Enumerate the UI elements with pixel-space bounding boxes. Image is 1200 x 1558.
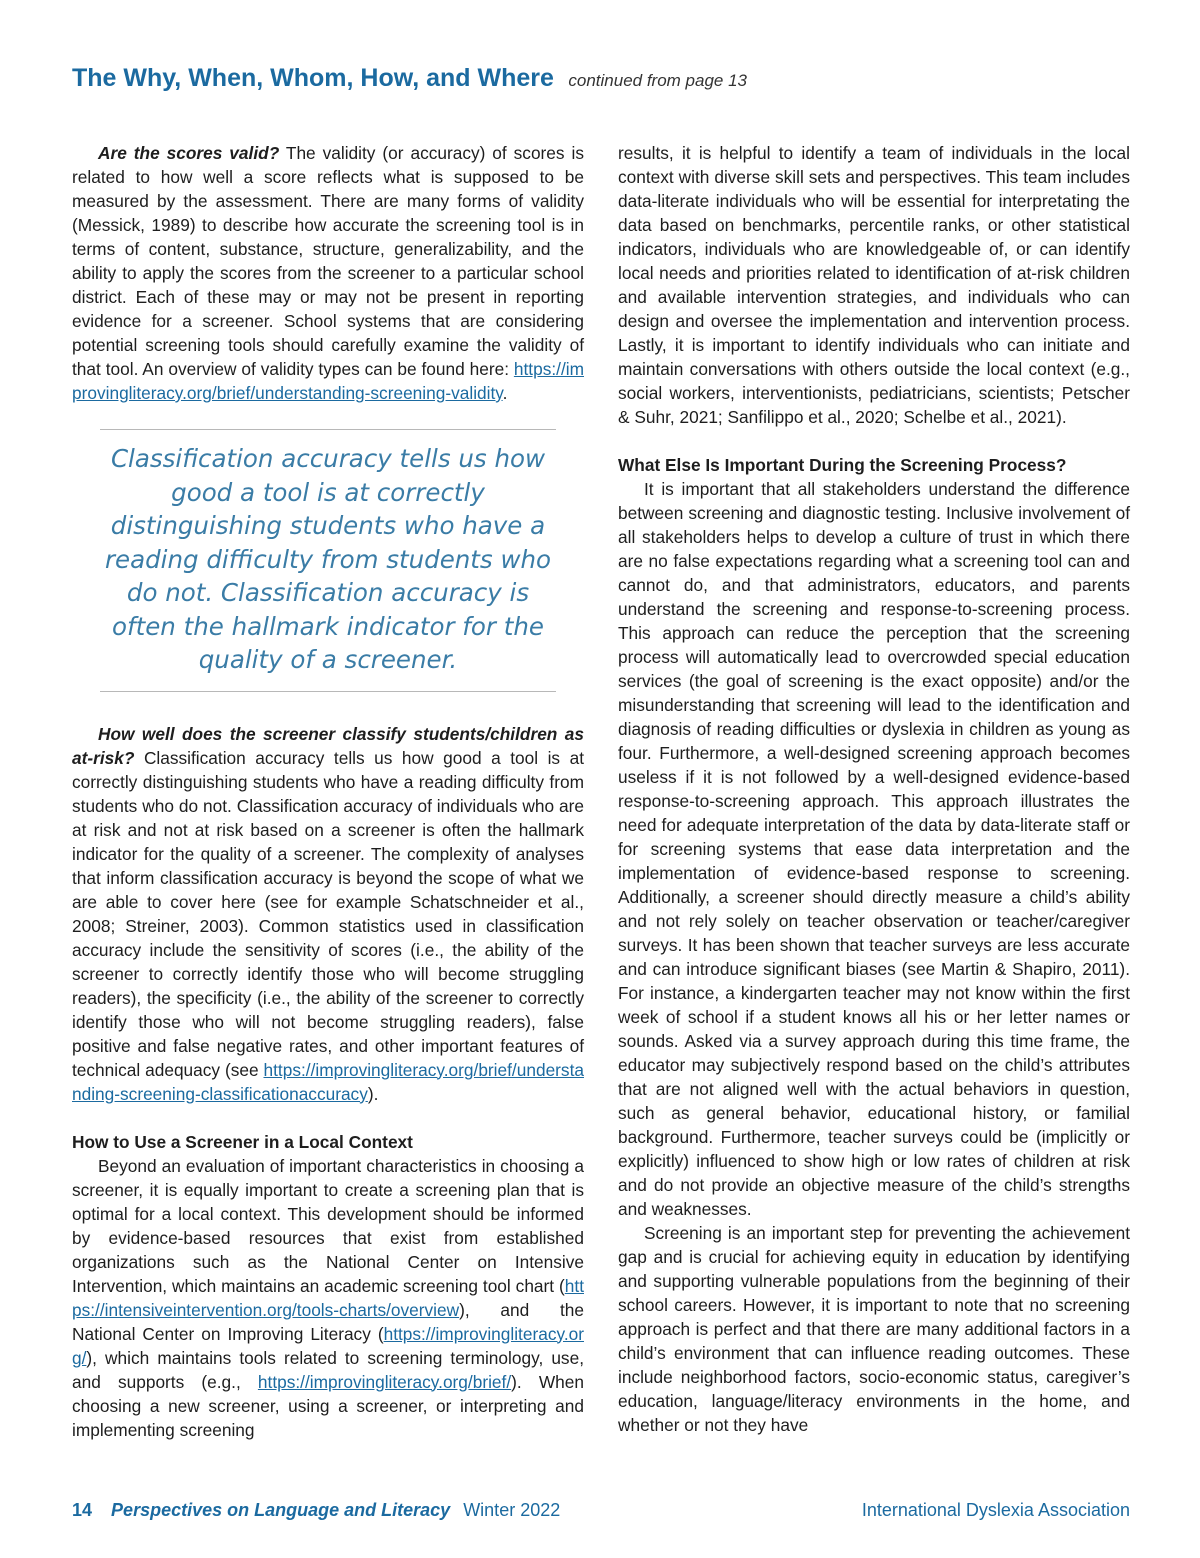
- lead-in-classification: How well does the screener classify students/children as at-risk?: [72, 723, 584, 768]
- issue-label: Winter 2022: [463, 1500, 561, 1520]
- page-footer: [72, 1500, 1130, 1521]
- pull-quote: Classification accuracy tells us how good a tool is at correctly distinguishing students who have a reading difficulty from students who do not. Classification accuracy is often the hallmark indicator for the quality of a screener.: [100, 429, 556, 692]
- link-screening-validity[interactable]: https://improvingliteracy.org/brief/understanding-screening-validity: [72, 359, 584, 403]
- paragraph-validity: Are the scores valid? The validity (or accuracy) of scores is related to how well a score reflects what is supposed to be measured by the assessment. There are many forms of validity (Messick, 1989) to describe how accurate the screening tool is in terms of content, substance, structure, generalizability, and the ability to apply the scores from the screener to a particular school district. Each of these may or may not be present in reporting evidence for a screener. School systems that are considering potential screening tools should carefully examine the validity of that tool. An overview of validity types can be found here: https://improvingliteracy.org/brief/understanding-screening-validity.: [72, 143, 584, 403]
- left-column: [72, 141, 584, 1442]
- link-classification-accuracy[interactable]: https://improvingliteracy.org/brief/understanding-screening-classificationaccuracy: [72, 1059, 584, 1104]
- link-intensive-intervention[interactable]: https://intensiveintervention.org/tools-charts/overview: [72, 1275, 584, 1320]
- paragraph-stakeholders: It is important that all stakeholders understand the difference between screening and diagnostic testing. Inclusive involvement of all stakeholders helps to develop a culture of trust in which there are no false expectations regarding what a screening tool can and cannot do, and that administrators, educators, and parents understand the screening and response-to-screening process. This approach can reduce the perception that the screening process will automatically lead to overcrowded special education services (the goal of screening is the exact opposite) and/or the misunderstanding that screening will lead to the identification and diagnosis of reading difficulties or dyslexia in children as young as four. Furthermore, a well-designed screening approach becomes useless if it is not followed by a well-designed evidence-based response-to-screening approach. This approach illustrates the need for adequate interpretation of the data by data-literate staff or for screening systems that ease data interpretation and the implementation of evidence-based response to screening. Additionally, a screener should directly measure a child’s ability and not rely solely on teacher observation or teacher/caregiver surveys. It has been shown that teacher surveys are less accurate and can introduce significant biases (see Martin & Shapiro, 2011). For instance, a kindergarten teacher may not know within the first week of school if a student knows all his or her letter names or sounds. Asked via a survey approach during this time frame, the educator may subjectively respond based on the child’s attributes that are not aligned well with the actual behaviors in question, such as general behavior, educational history, or familial background. Furthermore, teacher surveys could be (implicitly or explicitly) influenced to show high or low rates of children at risk and do not provide an objective measure of the child’s strengths and weaknesses.: [618, 479, 1130, 1219]
- paragraph-classification: How well does the screener classify students/children as at-risk? Classification accuracy tells us how good a tool is at correctly distinguishing students who have a reading difficulty from students who do not. Classification accuracy of individuals who are at risk and not at risk based on a screener is often the hallmark indicator for the quality of a screener. The complexity of analyses that inform classification accuracy is beyond the scope of what we are able to cover here (see for example Schatschneider et al., 2008; Streiner, 2003). Common statistics used in classification accuracy include the sensitivity of scores (i.e., the ability of the screener to correctly identify those who will become struggling readers), the specificity (i.e., the ability of the screener to correctly identify those who will not become struggling readers), false positive and false negative rates, and other important features of technical adequacy (see https://improvingliteracy.org/brief/understanding-screening-classificationaccuracy).: [72, 723, 584, 1104]
- organization-name: International Dyslexia Association: [861, 1500, 1130, 1520]
- section-heading-screening-process: What Else Is Important During the Screening Process?: [618, 455, 1067, 475]
- running-header: [72, 64, 747, 93]
- paragraph-equity: Screening is an important step for preventing the achievement gap and is crucial for achieving equity in education by identifying and supporting vulnerable populations from the beginning of their school careers. However, it is important to note that no screening approach is perfect and that there are many additional factors in a child’s environment that can influence reading outcomes. These include neighborhood factors, socio-economic status, caregiver’s education, language/literacy environments in the home, and whether or not they have: [618, 1223, 1130, 1435]
- paragraph-team: results, it is helpful to identify a team of individuals in the local context with diverse skill sets and perspectives. This team includes data-literate individuals who will be essential for interpretating the data based on benchmarks, percentile ranks, or other statistical indicators, individuals who are knowledgeable of, or can identify local needs and priorities related to identification of at-risk children and available intervention strategies, and individuals who can design and oversee the implementation and intervention process. Lastly, it is important to identify individuals who can initiate and maintain conversations with others outside the local context (e.g., social workers, interventionists, pediatricians, scientists; Petscher & Suhr, 2021; Sanfilippo et al., 2020; Schelbe et al., 2021).: [618, 143, 1130, 427]
- paragraph-local-context: Beyond an evaluation of important characteristics in choosing a screener, it is equally important to create a screening plan that is optimal for a local context. This development should be informed by evidence-based resources that exist from established organizations such as the National Center on Intensive Intervention, which maintains an academic screening tool chart (https://intensiveintervention.org/tools-charts/overview), and the National Center on Improving Literacy (https://improvingliteracy.org/), which maintains tools related to screening terminology, use, and supports (e.g., https://improvingliteracy.org/brief/). When choosing a new screener, using a screener, or interpreting and implementing screening: [72, 1155, 584, 1440]
- header-continued-note: continued from page 13: [568, 71, 747, 90]
- lead-in-validity: Are the scores valid?: [98, 143, 280, 163]
- right-column: [618, 141, 1130, 1437]
- header-title: The Why, When, Whom, How, and Where: [72, 64, 554, 92]
- page-number: 14: [72, 1500, 93, 1520]
- link-improving-literacy[interactable]: https://improvingliteracy.org/: [72, 1323, 584, 1368]
- section-heading-local-context: How to Use a Screener in a Local Context: [72, 1131, 413, 1152]
- link-improving-literacy-brief[interactable]: https://improvingliteracy.org/brief/: [257, 1371, 512, 1392]
- journal-title: Perspectives on Language and Literacy: [111, 1500, 451, 1520]
